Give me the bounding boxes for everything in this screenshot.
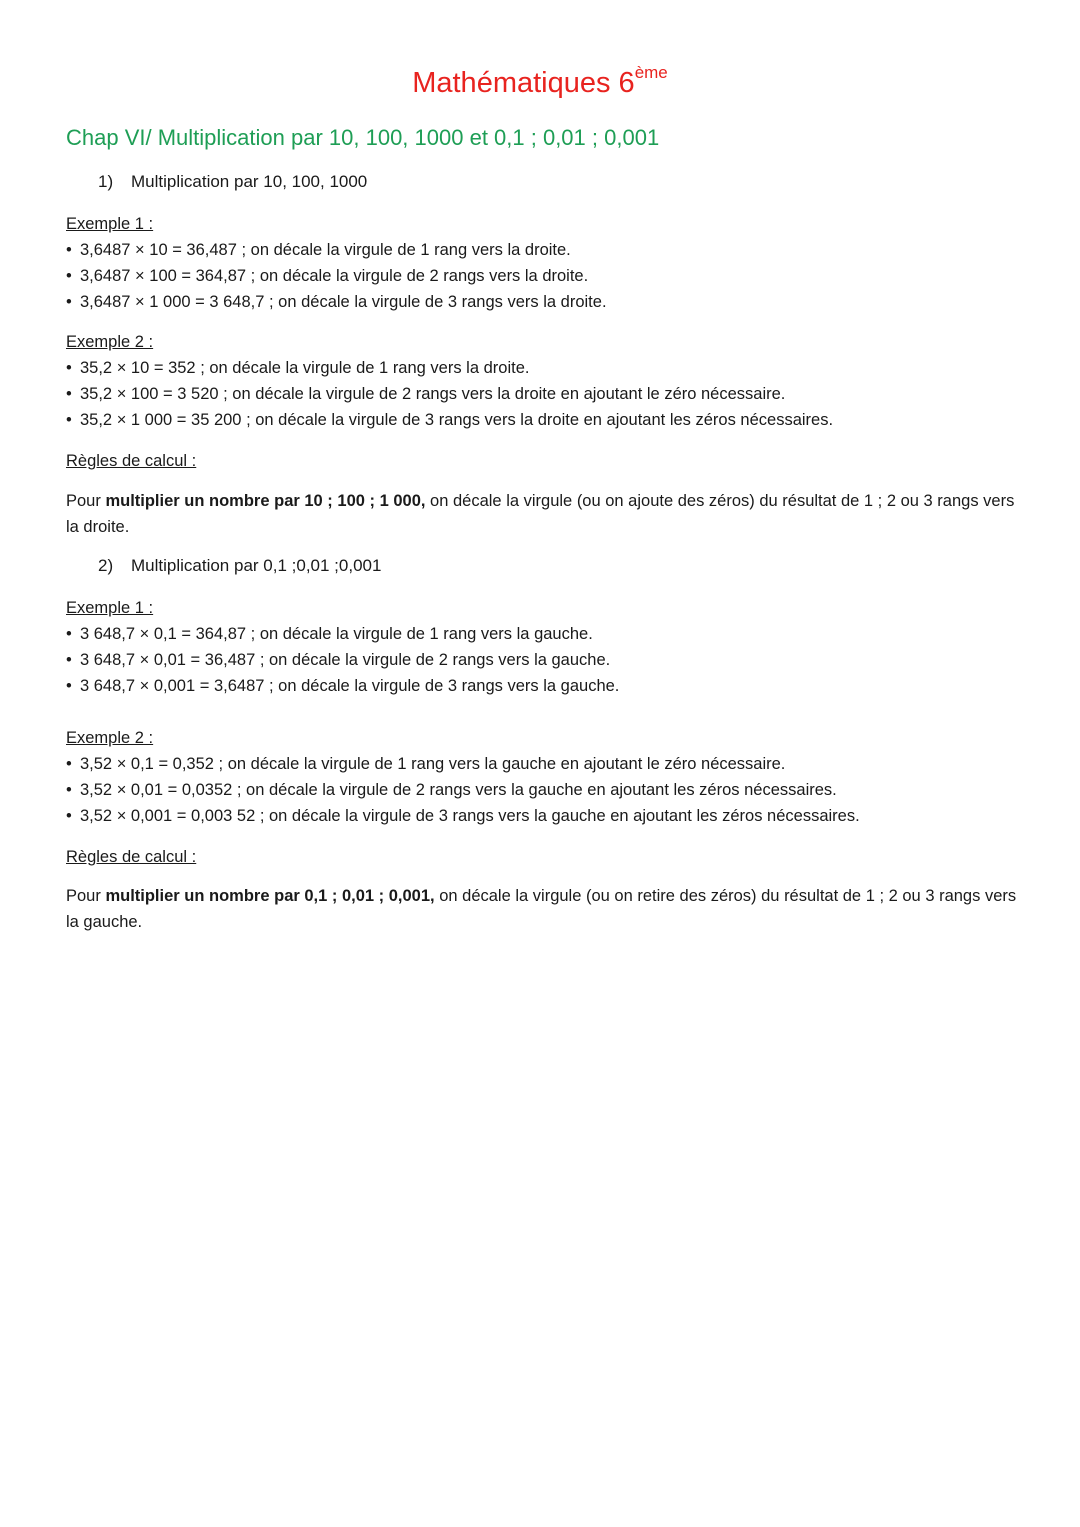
chapter-heading: Chap VI/ Multiplication par 10, 100, 1000 et 0,1 ; 0,01 ; 0,001: [66, 125, 660, 150]
rule-bold-text: multiplier un nombre par 10 ; 100 ; 1 000,: [105, 492, 426, 510]
section-2-example-2: [66, 725, 1026, 829]
rule-text: Pour: [66, 887, 106, 905]
section-1-example-2: [66, 329, 1026, 433]
page-title: [0, 63, 1080, 101]
rules-title: Règles de calcul :: [66, 452, 197, 470]
list-item: [66, 751, 1026, 777]
list-item: [66, 647, 1026, 673]
bullet: •: [66, 359, 72, 377]
bullet: •: [66, 267, 72, 285]
section-2-example-1: [66, 595, 1026, 699]
list-item: [66, 777, 1026, 803]
section-1-rules-title: [66, 448, 1026, 474]
list-item: [66, 407, 1026, 433]
bullet: •: [66, 755, 72, 773]
rule-text: on décale la virgule (ou on ajoute des zéros) du résultat de 1 ; 2 ou 3 rangs vers la droite.: [66, 492, 1015, 536]
list-item-text: 35,2 × 10 = 352 ; on décale la virgule de 1 rang vers la droite.: [80, 359, 530, 377]
rule-text: Pour: [66, 492, 106, 510]
title-main: Mathématiques 6: [412, 67, 635, 99]
list-item-text: 3 648,7 × 0,01 = 36,487 ; on décale la virgule de 2 rangs vers la gauche.: [80, 651, 611, 669]
bullet: •: [66, 411, 72, 429]
bullet: •: [66, 677, 72, 695]
example-title: Exemple 2 :: [66, 333, 154, 351]
list-item-text: 3,52 × 0,001 = 0,003 52 ; on décale la virgule de 3 rangs vers la gauche en ajoutant les zéros nécessaires.: [80, 807, 860, 825]
list-item: [66, 263, 1026, 289]
title-superscript: ème: [634, 63, 668, 83]
section-2-number: 2): [98, 556, 114, 575]
bullet: •: [66, 651, 72, 669]
example-title: Exemple 1 :: [66, 599, 154, 617]
section-1-rule: [66, 488, 1026, 540]
list-item-text: 3 648,7 × 0,1 = 364,87 ; on décale la virgule de 1 rang vers la gauche.: [80, 625, 593, 643]
list-item-text: 3,6487 × 1 000 = 3 648,7 ; on décale la virgule de 3 rangs vers la droite.: [80, 293, 607, 311]
list-item: [66, 355, 1026, 381]
bullet: •: [66, 241, 72, 259]
list-item-text: 3,52 × 0,01 = 0,0352 ; on décale la virgule de 2 rangs vers la gauche en ajoutant les zéros nécessaires.: [80, 781, 837, 799]
list-item-text: 3,52 × 0,1 = 0,352 ; on décale la virgule de 1 rang vers la gauche en ajoutant le zéro nécessaire.: [80, 755, 786, 773]
bullet: •: [66, 385, 72, 403]
section-2-rules-title: [66, 844, 1026, 870]
list-item: [66, 673, 1026, 699]
bullet: •: [66, 625, 72, 643]
list-item: [66, 803, 1026, 829]
rule-text: on décale la virgule (ou on retire des zéros) du résultat de 1 ; 2 ou 3 rangs vers la gauche.: [66, 887, 1017, 931]
list-item-text: 3,6487 × 10 = 36,487 ; on décale la virgule de 1 rang vers la droite.: [80, 241, 571, 259]
rules-title: Règles de calcul :: [66, 848, 197, 866]
list-item: [66, 289, 1026, 315]
list-item-text: 35,2 × 1 000 = 35 200 ; on décale la virgule de 3 rangs vers la droite en ajoutant les zéros nécessaires.: [80, 411, 834, 429]
list-item: [66, 237, 1026, 263]
bullet: •: [66, 293, 72, 311]
bullet: •: [66, 781, 72, 799]
section-1-example-1: [66, 211, 1026, 315]
list-item-text: 35,2 × 100 = 3 520 ; on décale la virgule de 2 rangs vers la droite en ajoutant le zéro nécessaire.: [80, 385, 786, 403]
list-item-text: 3 648,7 × 0,001 = 3,6487 ; on décale la virgule de 3 rangs vers la gauche.: [80, 677, 620, 695]
list-item-text: 3,6487 × 100 = 364,87 ; on décale la virgule de 2 rangs vers la droite.: [80, 267, 589, 285]
list-item: [66, 381, 1026, 407]
example-title: Exemple 2 :: [66, 729, 154, 747]
section-1-label: Multiplication par 10, 100, 1000: [131, 172, 368, 191]
rule-bold-text: multiplier un nombre par 0,1 ; 0,01 ; 0,001,: [105, 887, 435, 905]
bullet: •: [66, 807, 72, 825]
example-title: Exemple 1 :: [66, 215, 154, 233]
section-1-heading: [98, 172, 367, 192]
section-2-rule: [66, 883, 1026, 935]
list-item: [66, 621, 1026, 647]
section-2-label: Multiplication par 0,1 ;0,01 ;0,001: [131, 556, 382, 575]
section-1-number: 1): [98, 172, 114, 191]
section-2-heading: [98, 556, 381, 576]
